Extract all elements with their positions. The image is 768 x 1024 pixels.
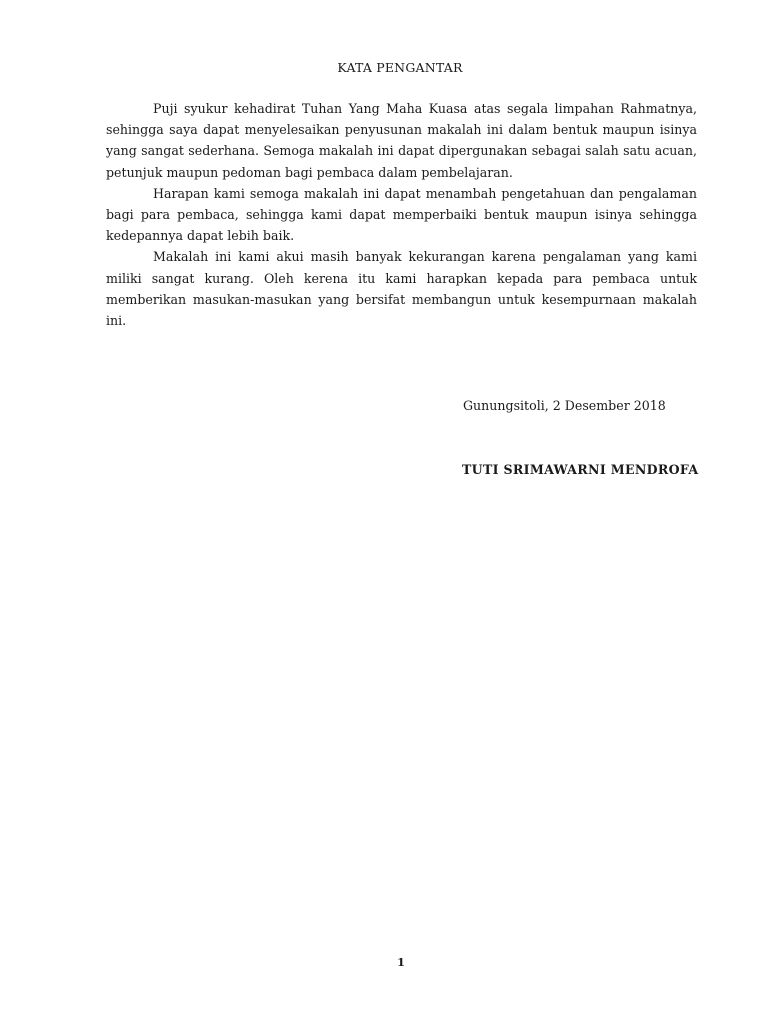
place-date: Gunungsitoli, 2 Desember 2018 (463, 398, 666, 413)
paragraph-2: Harapan kami semoga makalah ini dapat menambah pengetahuan dan pengalaman bagi para pembaca, sehingga kami dapat memperbaiki bentuk maupun isinya sehingga kedepannya dapat lebih baik. (106, 185, 697, 244)
page-title: KATA PENGANTAR (337, 60, 463, 75)
signer-name: TUTI SRIMAWARNI MENDROFA (462, 462, 699, 477)
paragraph-3: Makalah ini kami akui masih banyak kekurangan karena pengalaman yang kami miliki sangat kurang. Oleh kerena itu kami harapkan kepada para pembaca untuk memberikan masukan-masukan yang bersifat membangun untuk kesempurnaan makalah ini. (106, 249, 697, 329)
paragraph-1: Puji syukur kehadirat Tuhan Yang Maha Kuasa atas segala limpahan Rahmatnya, sehingga saya dapat menyelesaikan penyusunan makalah ini dalam bentuk maupun isinya yang sangat sederhana. Semoga makalah ini dapat dipergunakan sebagai salah satu acuan, petunjuk maupun pedoman bagi pembaca dalam pembelajaran. (106, 101, 697, 180)
page-number: 1 (396, 955, 405, 969)
body-text (106, 98, 697, 331)
